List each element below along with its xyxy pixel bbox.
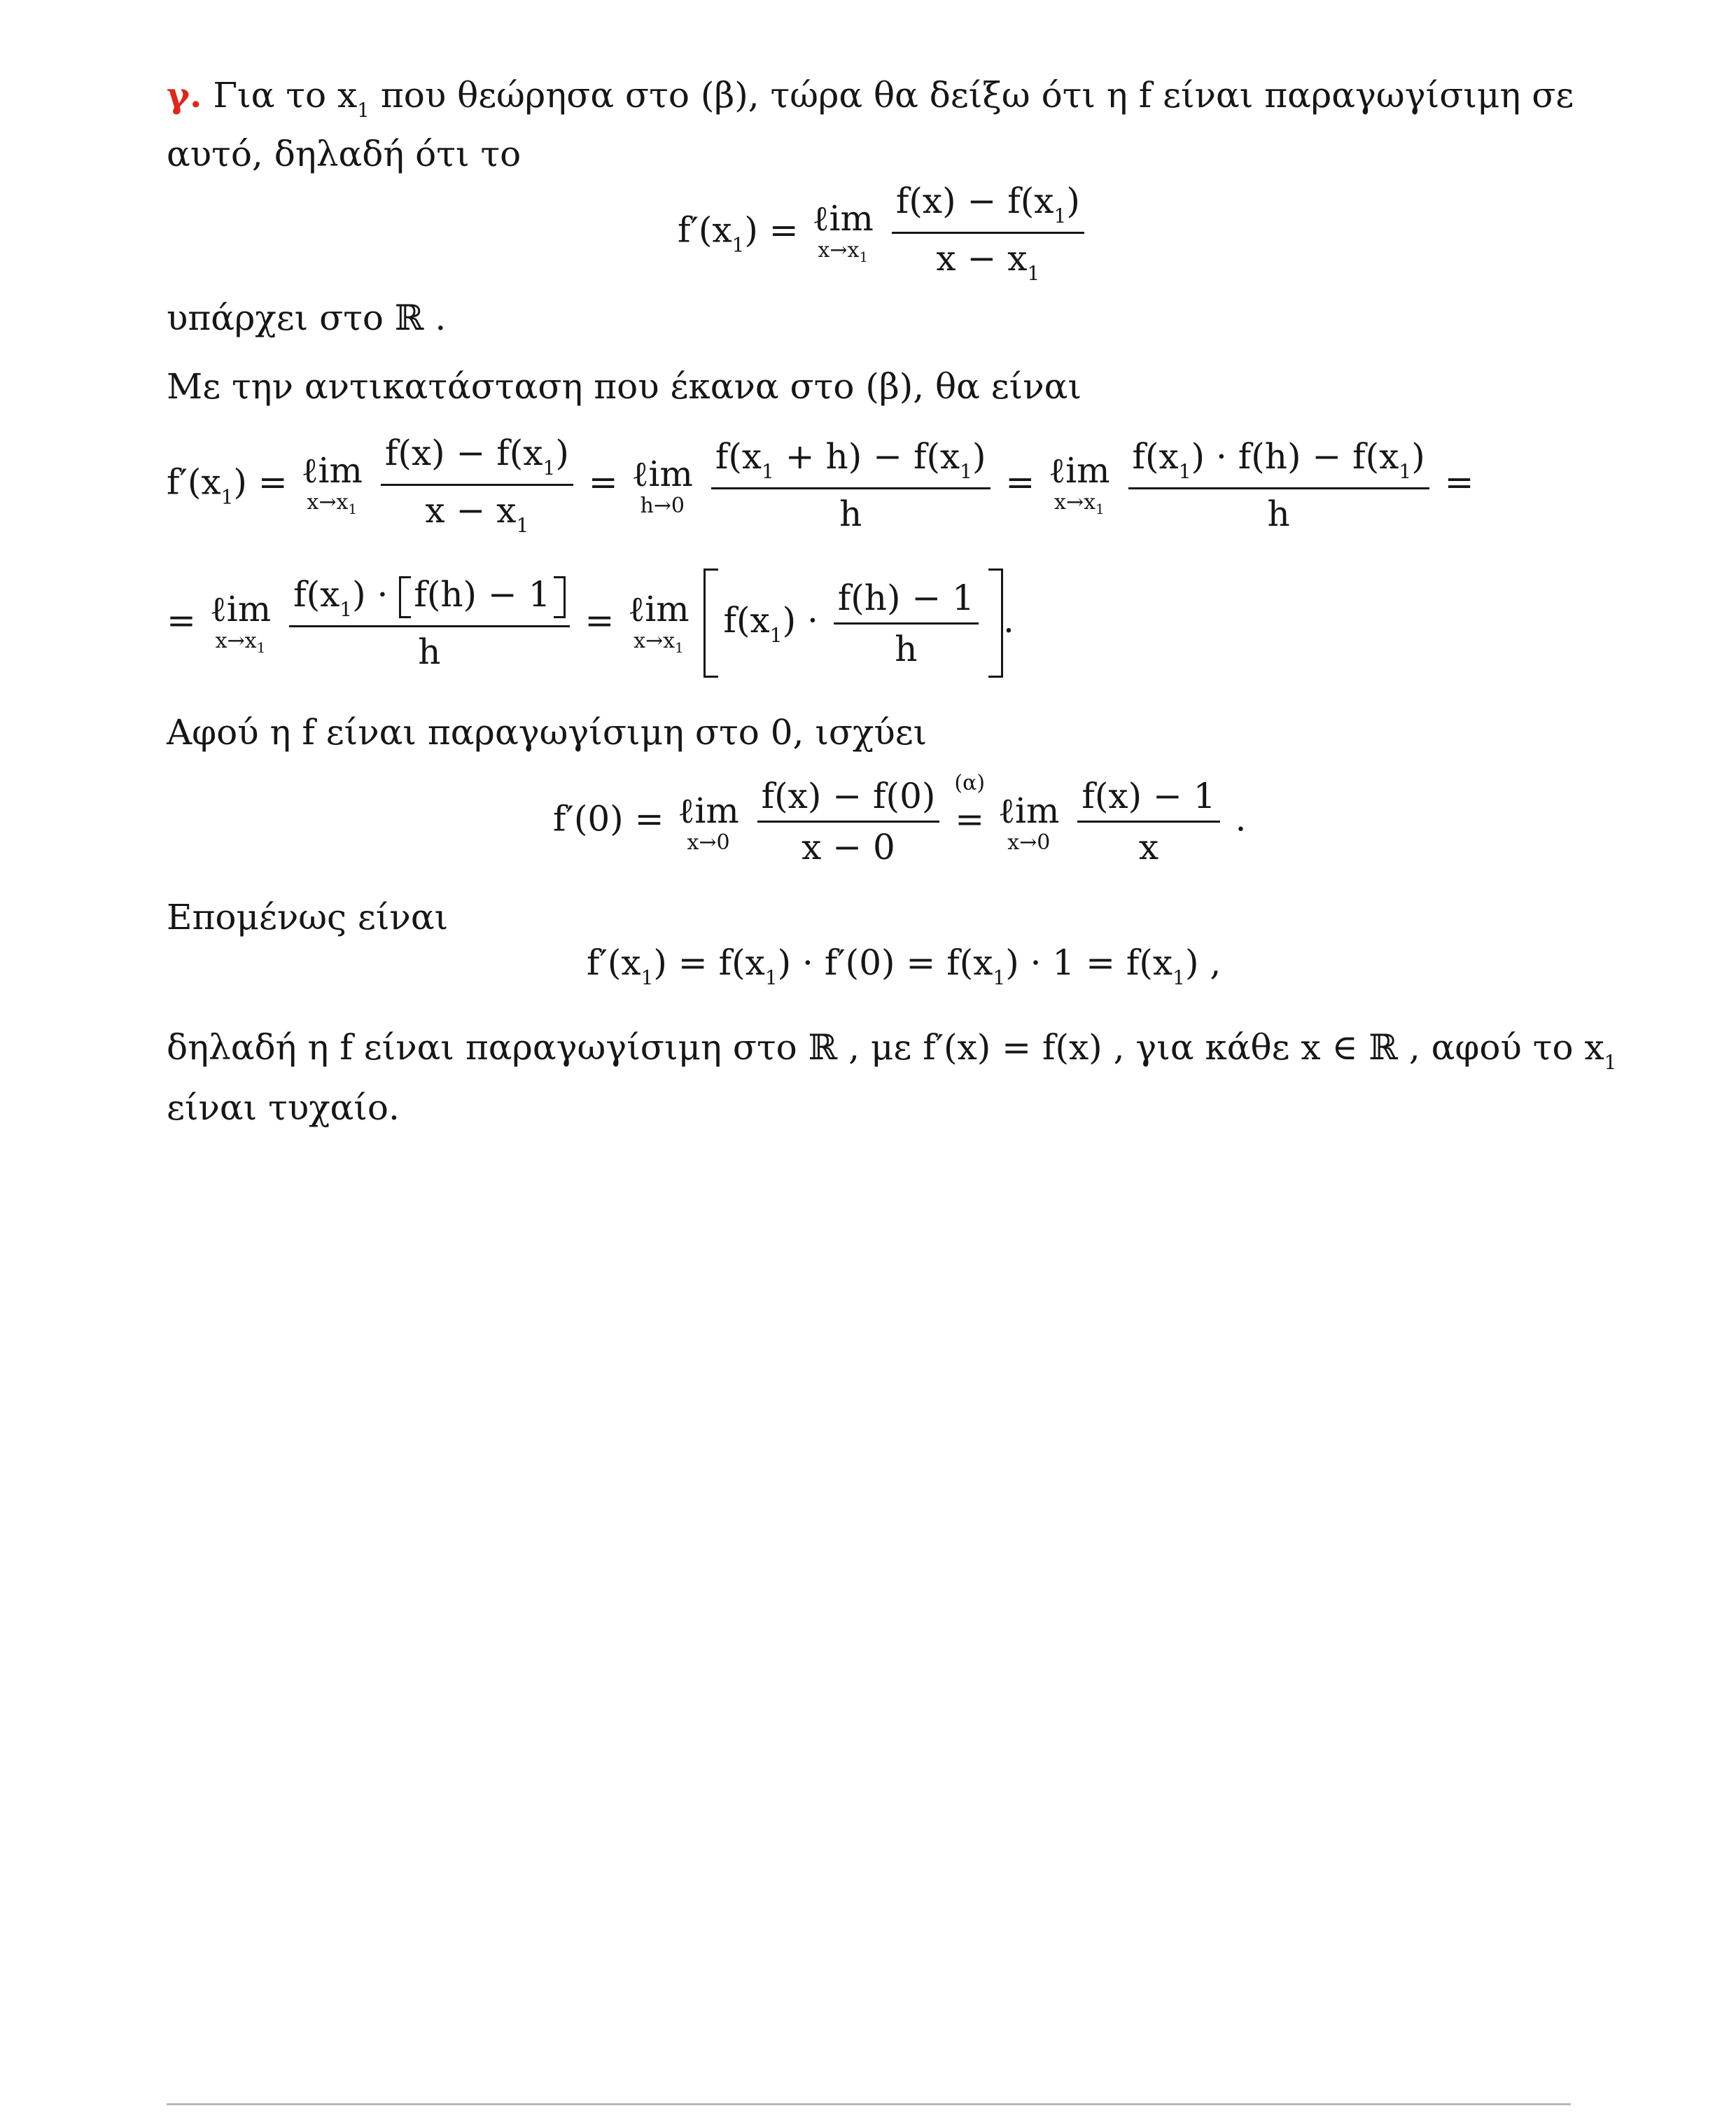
subscript: 1	[1027, 262, 1040, 285]
limit-operator	[302, 450, 363, 519]
subscript: 1	[769, 624, 783, 647]
equals-sign: =	[167, 600, 196, 641]
text-exists: υπάρχει στο ℝ .	[167, 298, 447, 338]
part-label: γ.	[167, 74, 202, 116]
num-text: f(x	[1132, 435, 1179, 477]
eq2-lhs: f′(x	[167, 461, 221, 503]
num-text: f(x) − f(x	[895, 181, 1054, 221]
equals-sign: =	[955, 798, 985, 839]
subscript: 1	[1604, 1051, 1617, 1074]
eq2-equals: ) =	[233, 461, 288, 503]
period: .	[1002, 600, 1014, 641]
lim-subscript	[628, 628, 689, 658]
subscript: 1	[1178, 459, 1191, 483]
equals-sign: =	[588, 461, 618, 503]
fraction	[711, 436, 990, 534]
equation-factor	[167, 569, 1014, 678]
subscript: 1	[220, 485, 234, 509]
equals-sign: =	[1444, 461, 1474, 503]
den-text: x − x	[425, 490, 517, 531]
num-text: f(h) − 1	[414, 574, 551, 615]
lim-sub-text: x→x	[307, 490, 349, 515]
limit-operator	[632, 454, 693, 517]
subscript: 1	[675, 639, 684, 656]
subscript: 1	[732, 233, 745, 257]
intro-text-a: Για το x	[213, 75, 358, 116]
bracket-close	[988, 569, 1003, 678]
subscript: 1	[340, 598, 353, 621]
subscript: 1	[1054, 204, 1067, 228]
eq5-text: f′(x	[587, 942, 641, 983]
eq4-lhs: f′(0) =	[553, 798, 664, 839]
subscript: 1	[256, 639, 266, 656]
denominator: x	[1138, 827, 1159, 867]
conclusion-text: δηλαδή η f είναι παραγωγίσιμη στο ℝ , με f′(x) = f(x) , για κάθε x ∈ ℝ , αφού το x	[167, 1027, 1604, 1068]
denominator: h	[418, 632, 441, 672]
bracket-open	[399, 576, 411, 618]
denominator: h	[1267, 493, 1290, 534]
numerator: f(x) − f(0)	[757, 776, 940, 823]
lim-word: ℓim	[209, 588, 272, 629]
lim-subscript	[813, 240, 874, 267]
denominator	[892, 234, 1084, 285]
subscript: 1	[960, 459, 972, 483]
equation-result	[587, 942, 1221, 989]
subscript: 1	[357, 99, 370, 122]
denominator: h	[895, 628, 918, 669]
limit-operator	[998, 790, 1059, 853]
equals-sign: =	[584, 600, 615, 641]
lim-sub-text: x→x	[215, 628, 257, 653]
lim-sub-text: x→x	[1054, 490, 1096, 515]
lim-subscript	[1049, 492, 1110, 519]
num-text: f(x	[293, 574, 340, 615]
subscript: 1	[516, 514, 529, 537]
equals-sign: =	[1005, 461, 1035, 503]
lim-word: ℓim	[301, 450, 363, 491]
intro-line-1	[167, 74, 1574, 132]
eq5-text: ) ,	[1184, 942, 1222, 983]
subscript: 1	[640, 966, 654, 989]
annotated-equals	[954, 770, 986, 839]
lim-word: ℓim	[628, 588, 690, 629]
numerator: f(x) − 1	[1077, 776, 1219, 823]
subscript: 1	[764, 966, 778, 989]
limit-operator	[813, 198, 874, 267]
num-text: ) · f(h) − f(x	[1191, 435, 1399, 477]
bracket-open	[704, 569, 718, 678]
eq5-text: ) = f(x	[653, 942, 765, 983]
denominator: h	[839, 493, 862, 534]
intro-line-2: αυτό, δηλαδή ότι το	[167, 134, 522, 174]
den-text: x − x	[936, 238, 1028, 279]
limit-operator	[678, 790, 738, 853]
subscript: 1	[993, 966, 1006, 989]
fraction	[381, 433, 573, 537]
lim-word: ℓim	[998, 790, 1060, 831]
denominator: x − 0	[802, 827, 895, 867]
eq1-lhs: f′(x	[678, 209, 732, 251]
equation-derivative-at-zero	[553, 770, 1247, 867]
lim-word: ℓim	[631, 453, 693, 494]
num-text: f(x) − f(x	[384, 433, 543, 473]
lim-sub-text: x→x	[818, 238, 860, 263]
subscript: 1	[542, 456, 556, 480]
lim-word: ℓim	[678, 790, 739, 831]
period: .	[1235, 798, 1247, 839]
subscript: 1	[762, 459, 774, 483]
numerator: $f(x_1) \cdot f(h) - f(x_1)$	[1128, 436, 1429, 489]
intro-text-b: που θεώρησα στο (β), τώρα θα δείξω ότι η f είναι παραγωγίσιμη σε	[369, 75, 1574, 116]
numerator: f(h) − 1	[834, 578, 979, 625]
lim-subscript	[210, 628, 271, 658]
lim-subscript: h→0	[640, 493, 685, 518]
num-text: + h) − f(x	[774, 435, 960, 477]
fraction	[892, 181, 1084, 285]
lim-subscript	[302, 492, 363, 519]
conclusion-line-2: είναι τυχαίο.	[167, 1087, 400, 1128]
subscript: 1	[348, 501, 358, 517]
limit-operator	[1049, 450, 1110, 519]
lim-word: ℓim	[1049, 450, 1110, 491]
limit-operator	[210, 589, 271, 658]
eq1-equals: ) =	[744, 209, 799, 251]
fraction	[834, 578, 979, 669]
subscript: 1	[1096, 501, 1105, 517]
subscript: 1	[859, 249, 869, 265]
equals-annotation: (α)	[954, 770, 986, 795]
subscript: 1	[1172, 966, 1185, 989]
text-therefore: Επομένως είναι	[167, 897, 449, 937]
footer-rule	[167, 2103, 1571, 2105]
text-derivable: Αφού η f είναι παραγωγίσιμη στο 0, ισχύει	[167, 712, 927, 753]
num-text: f(x	[715, 435, 762, 477]
bracket-close	[554, 576, 566, 618]
fraction	[1077, 776, 1219, 867]
denominator	[381, 486, 573, 537]
fraction	[757, 776, 940, 867]
equation-derivative-definition	[678, 181, 1088, 285]
eq5-text: ) · f′(0) = f(x	[777, 942, 993, 983]
inner-text: f(x	[723, 600, 770, 641]
numerator: $f(x_1 + h) - f(x_1)$	[711, 436, 990, 489]
lim-word: ℓim	[812, 198, 874, 239]
lim-sub-text: x→x	[634, 628, 676, 653]
fraction	[1128, 436, 1429, 534]
conclusion-line-1	[167, 1026, 1617, 1084]
eq5-text: ) · 1 = f(x	[1005, 942, 1173, 983]
numerator: $f(x) - f(x_1)$	[892, 181, 1084, 234]
numerator: $f(x) - f(x_1)$	[381, 433, 573, 486]
subscript: 1	[1399, 459, 1412, 483]
numerator	[289, 574, 569, 627]
fraction	[289, 574, 569, 672]
equation-substitution	[167, 433, 1474, 537]
lim-subscript: x→0	[1007, 830, 1051, 855]
limit-operator	[628, 589, 689, 658]
lim-subscript: x→0	[687, 830, 730, 855]
text-substitution: Με την αντικατάσταση που έκανα στο (β), θα είναι	[167, 366, 1082, 407]
inner-text: ) ·	[782, 600, 818, 641]
num-text: ) ·	[352, 574, 400, 615]
